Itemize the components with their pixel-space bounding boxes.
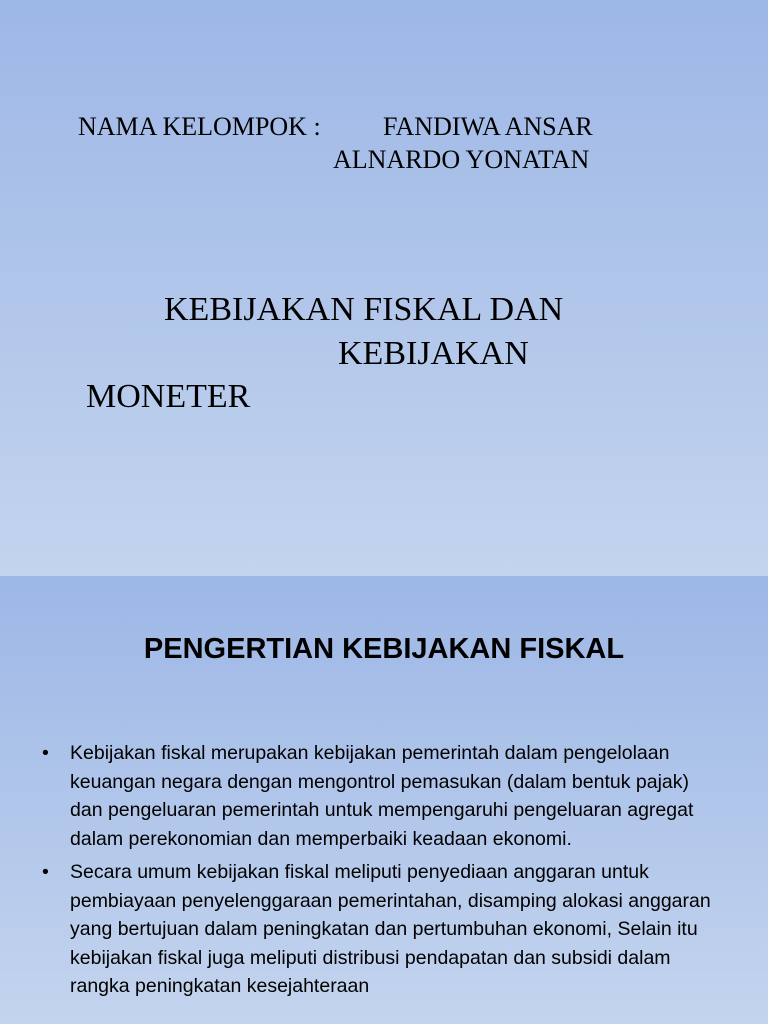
member-name-1: FANDIWA ANSAR xyxy=(383,112,593,141)
slide-2-title: PENGERTIAN KEBIJAKAN FISKAL xyxy=(143,633,625,665)
slide-2 xyxy=(0,576,768,1024)
member-name-2: ALNARDO YONATAN xyxy=(333,145,590,174)
group-label: NAMA KELOMPOK : xyxy=(78,112,321,141)
bullet-item-2 xyxy=(42,858,722,1001)
bullet-icon: • xyxy=(42,861,49,883)
bullet-list xyxy=(42,739,722,1006)
bullet-icon: • xyxy=(42,742,49,764)
bullet-text-1: Kebijakan fiskal merupakan kebijakan pemerintah dalam pengelolaan keuangan negara dengan mengontrol pemasukan (dalam bentuk pajak) dan pengeluaran pemerintah untuk mempengaruhi pengeluaran agregat dalam perekonomian dan memperbaiki keadaan ekonomi. xyxy=(70,742,694,850)
slide-title-line-1: KEBIJAKAN FISKAL DAN xyxy=(164,291,564,328)
bullet-text-2: Secara umum kebijakan fiskal meliputi penyediaan anggaran untuk pembiayaan penyelenggaraan pemerintahan, disamping alokasi anggaran yang bertujuan dalam peningkatan dan pertumbuhan ekonomi, Selain itu kebijakan fiskal juga meliputi distribusi pendapatan dan subsidi dalam rangka peningkatan kesejahteraan xyxy=(70,861,711,997)
slide-title-line-3: MONETER xyxy=(86,378,251,415)
slide-title-line-2: KEBIJAKAN xyxy=(338,335,529,372)
bullet-item-1 xyxy=(42,739,722,853)
